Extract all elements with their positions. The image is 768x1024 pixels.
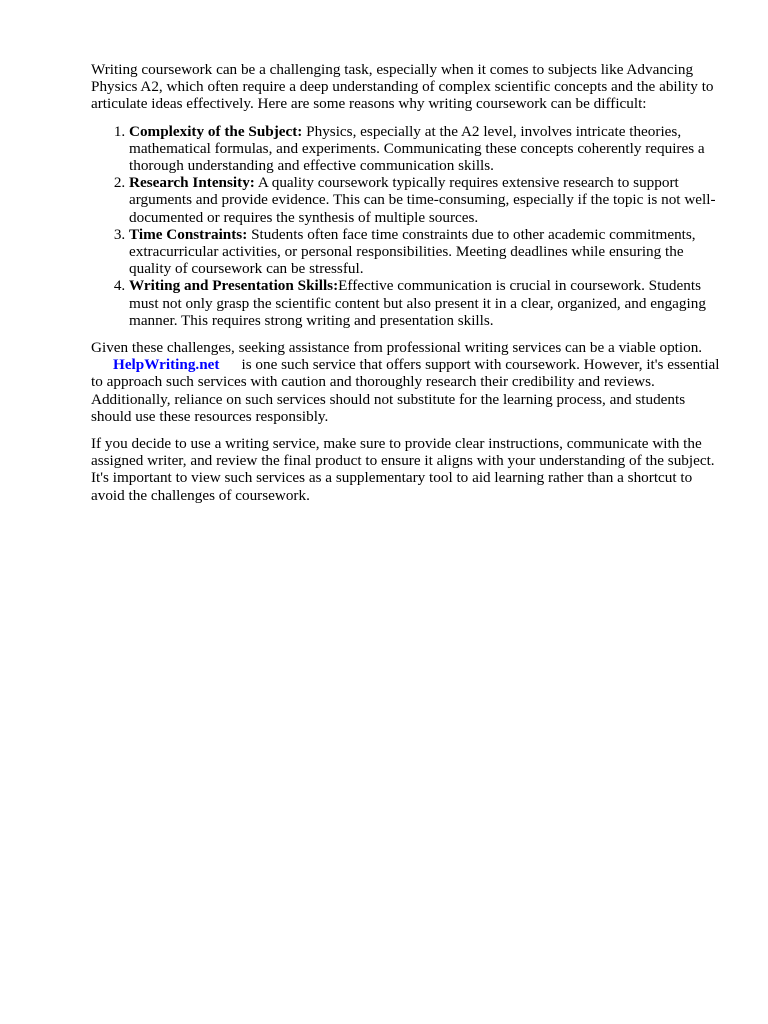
reason-title: Complexity of the Subject: <box>129 122 303 140</box>
list-item <box>129 277 721 329</box>
reasons-list <box>91 123 721 329</box>
services-paragraph <box>91 339 721 425</box>
intro-paragraph: Writing coursework can be a challenging task, especially when it comes to subjects like Advancing Physics A2, which often require a deep understanding of complex scientific concepts and the ability to articulate ideas effectively. Here are some reasons why writing coursework can be difficult: <box>91 61 714 113</box>
reason-text: Physics, especially at the A2 level, involves intricate theories, mathematical formulas, and experiments. Communicating these concepts coherently requires a thorough understanding and effective communication skills. <box>129 122 705 175</box>
reason-title: Research Intensity: <box>129 174 255 192</box>
helpwriting-link[interactable]: HelpWriting.net <box>113 356 220 374</box>
list-item <box>129 123 721 175</box>
list-item <box>129 174 721 226</box>
reason-title: Writing and Presentation Skills: <box>129 277 339 295</box>
document-page <box>91 61 721 504</box>
reason-text: Students often face time constraints due to other academic commitments, extracurricular activities, or personal responsibilities. Meeting deadlines while ensuring the quality of coursework can be stressful. <box>129 225 696 278</box>
advice-paragraph: If you decide to use a writing service, make sure to provide clear instructions, communicate with the assigned writer, and review the final product to ensure it aligns with your understanding of the subject. It's important to view such services as a supplementary tool to aid learning rather than a shortcut to avoid the challenges of coursework. <box>91 435 715 504</box>
reason-title: Time Constraints: <box>129 225 248 243</box>
services-text-before: Given these challenges, seeking assistance from professional writing services can be a viable option. <box>91 339 703 357</box>
reason-text: Effective communication is crucial in coursework. Students must not only grasp the scientific content but also present it in a clear, organized, and engaging manner. This requires strong writing and presentation skills. <box>129 277 706 329</box>
reason-text: A quality coursework typically requires extensive research to support arguments and provide evidence. This can be time-consuming, especially if the topic is not well-documented or requires the synthesis of multiple sources. <box>129 174 716 226</box>
list-item <box>129 226 721 278</box>
services-text-after: is one such service that offers support with coursework. However, it's essential to approach such services with caution and thoroughly research their credibility and reviews. Additionally, reliance on such services should not substitute for the learning process, and students should use these resources responsibly. <box>91 356 720 425</box>
